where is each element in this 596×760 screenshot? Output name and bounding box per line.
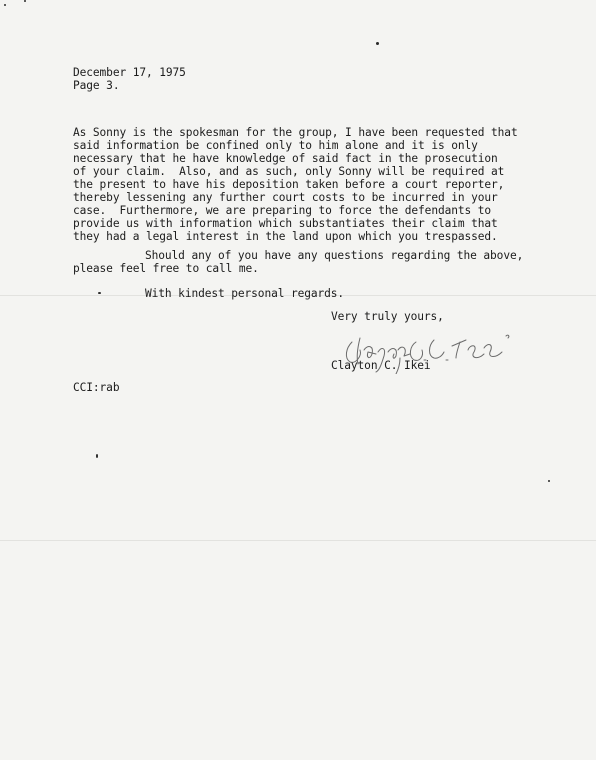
reference-initials: CCI:rab	[73, 381, 120, 394]
letter-date: December 17, 1975	[73, 66, 186, 79]
body-line: As Sonny is the spokesman for the group, I have been requested that	[73, 126, 518, 139]
closing-paragraph-line: Should any of you have any questions regarding the above,	[145, 249, 524, 262]
paper-speck	[548, 480, 550, 482]
closing-paragraph-line: please feel free to call me.	[73, 262, 259, 275]
regards-line: With kindest personal regards.	[145, 287, 345, 300]
body-line: they had a legal interest in the land upon which you trespassed.	[73, 230, 498, 243]
body-line: necessary that he have knowledge of said fact in the prosecution	[73, 152, 498, 165]
closing-salutation: Very truly yours,	[331, 310, 444, 323]
signer-name: Clayton C. Ikei	[331, 359, 431, 372]
body-line: case. Furthermore, we are preparing to force the defendants to	[73, 204, 492, 217]
paper-fold-line	[0, 540, 596, 541]
body-line: of your claim. Also, and as such, only Sonny will be required at	[73, 165, 505, 178]
paper-speck	[96, 454, 98, 458]
paper-speck	[24, 0, 26, 2]
body-line: provide us with information which substantiates their claim that	[73, 217, 498, 230]
letter-page-number: Page 3.	[73, 79, 120, 92]
body-line: the present to have his deposition taken before a court reporter,	[73, 178, 505, 191]
body-line: thereby lessening any further court costs to be incurred in your	[73, 191, 498, 204]
paper-speck	[376, 42, 379, 45]
paper-speck	[98, 292, 101, 294]
body-line: said information be confined only to him alone and it is only	[73, 139, 478, 152]
paper-speck	[4, 4, 6, 6]
